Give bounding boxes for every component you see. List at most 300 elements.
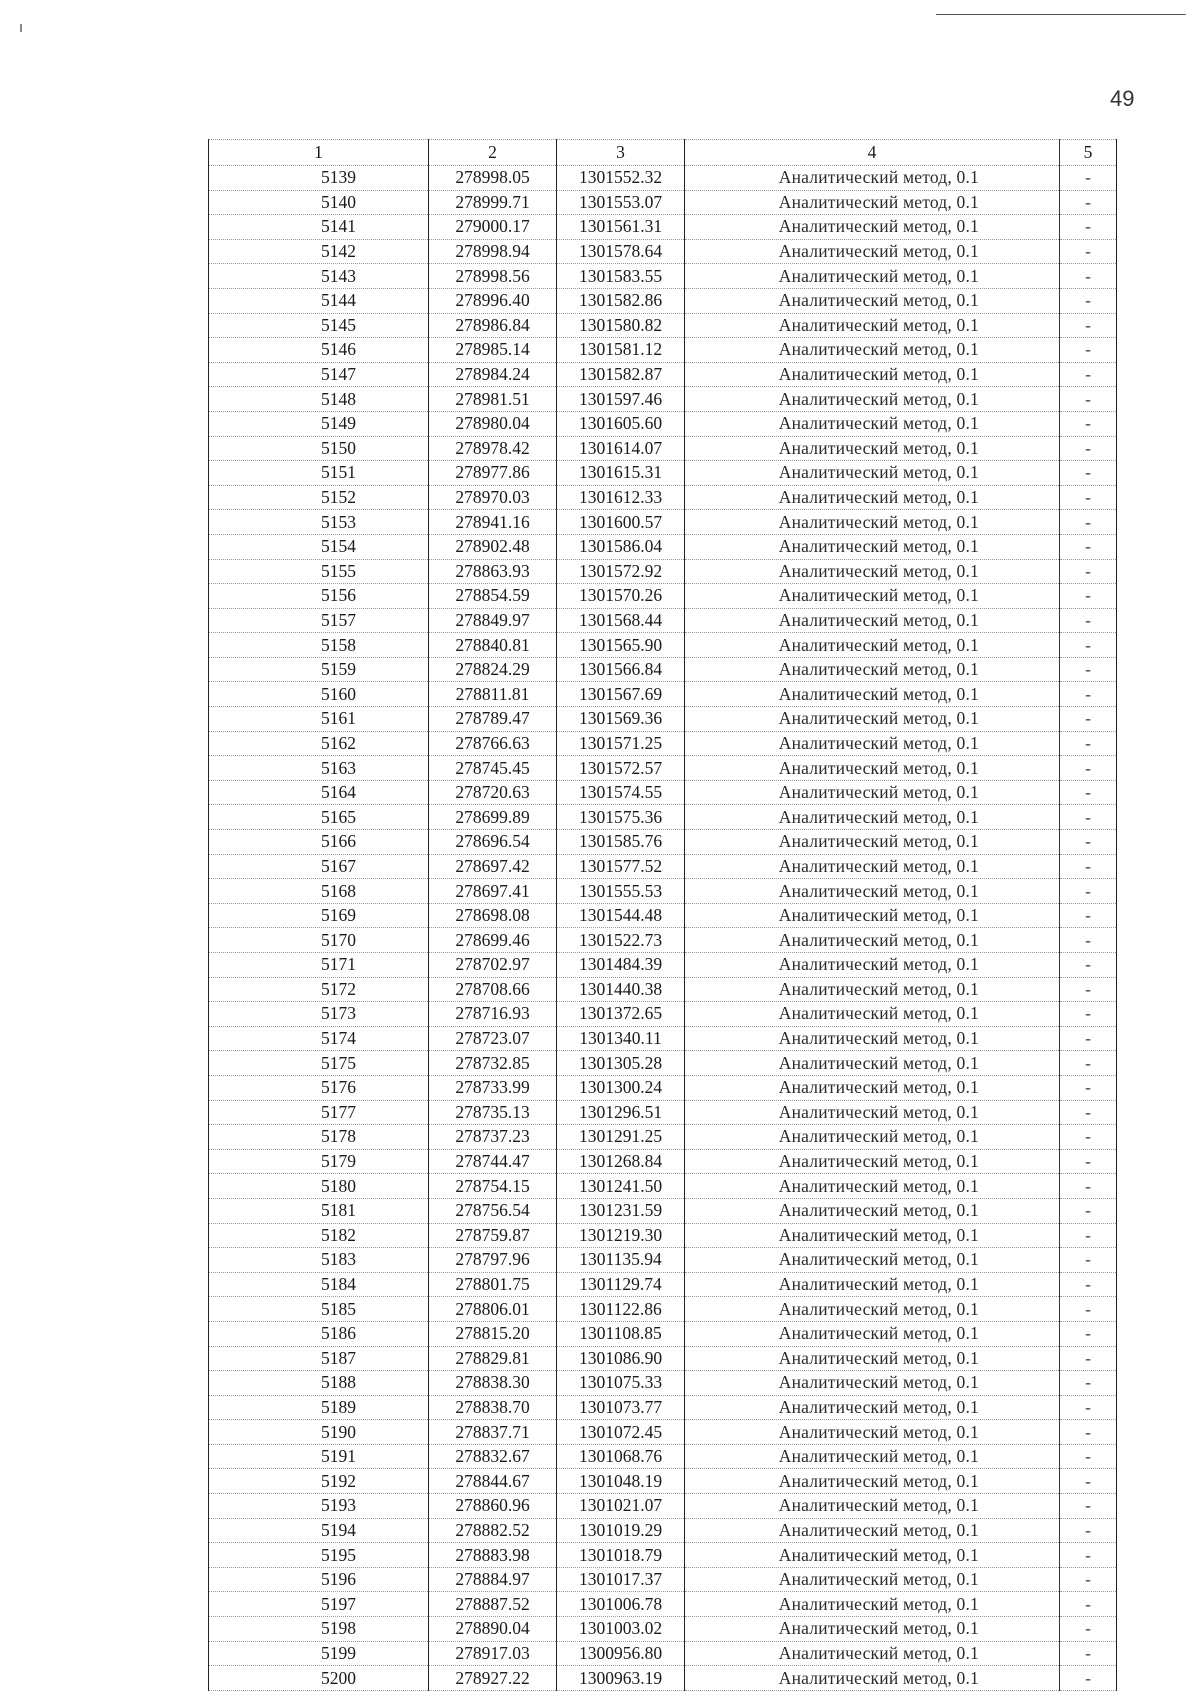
method-accuracy-cell: Аналитический метод, 0.1 [685, 657, 1060, 682]
x-coordinate-cell: 278849.97 [429, 608, 557, 633]
table-row [209, 731, 1117, 756]
y-coordinate-cell: 1301135.94 [557, 1248, 685, 1273]
note-cell: - [1060, 1002, 1117, 1027]
y-coordinate-cell: 1301582.86 [557, 288, 685, 313]
note-cell: - [1060, 338, 1117, 363]
note-cell: - [1060, 1641, 1117, 1666]
point-number-cell: 5155 [209, 559, 429, 584]
table-row [209, 1666, 1117, 1691]
point-number-cell: 5151 [209, 461, 429, 486]
method-accuracy-cell: Аналитический метод, 0.1 [685, 338, 1060, 363]
note-cell: - [1060, 1617, 1117, 1642]
method-accuracy-cell: Аналитический метод, 0.1 [685, 928, 1060, 953]
table-row [209, 1641, 1117, 1666]
note-cell: - [1060, 1174, 1117, 1199]
note-cell: - [1060, 1272, 1117, 1297]
x-coordinate-cell: 278702.97 [429, 953, 557, 978]
note-cell: - [1060, 1026, 1117, 1051]
table-row [209, 805, 1117, 830]
y-coordinate-cell: 1300956.80 [557, 1641, 685, 1666]
point-number-cell: 5186 [209, 1321, 429, 1346]
point-number-cell: 5140 [209, 190, 429, 215]
table-row [209, 264, 1117, 289]
y-coordinate-cell: 1301570.26 [557, 584, 685, 609]
table-row [209, 1617, 1117, 1642]
point-number-cell: 5198 [209, 1617, 429, 1642]
table-row [209, 1494, 1117, 1519]
table-row [209, 362, 1117, 387]
note-cell: - [1060, 903, 1117, 928]
point-number-cell: 5169 [209, 903, 429, 928]
coordinates-table [208, 139, 1117, 1691]
point-number-cell: 5174 [209, 1026, 429, 1051]
method-accuracy-cell: Аналитический метод, 0.1 [685, 1223, 1060, 1248]
method-accuracy-cell: Аналитический метод, 0.1 [685, 1248, 1060, 1273]
point-number-cell: 5146 [209, 338, 429, 363]
note-cell: - [1060, 313, 1117, 338]
note-cell: - [1060, 1567, 1117, 1592]
note-cell: - [1060, 1297, 1117, 1322]
note-cell: - [1060, 1371, 1117, 1396]
table-row [209, 239, 1117, 264]
x-coordinate-cell: 278699.46 [429, 928, 557, 953]
x-coordinate-cell: 278824.29 [429, 657, 557, 682]
note-cell: - [1060, 1494, 1117, 1519]
method-accuracy-cell: Аналитический метод, 0.1 [685, 756, 1060, 781]
method-accuracy-cell: Аналитический метод, 0.1 [685, 510, 1060, 535]
note-cell: - [1060, 657, 1117, 682]
table-row [209, 1420, 1117, 1445]
note-cell: - [1060, 215, 1117, 240]
table-row [209, 854, 1117, 879]
y-coordinate-cell: 1301440.38 [557, 977, 685, 1002]
note-cell: - [1060, 1420, 1117, 1445]
note-cell: - [1060, 411, 1117, 436]
note-cell: - [1060, 1051, 1117, 1076]
point-number-cell: 5180 [209, 1174, 429, 1199]
note-cell: - [1060, 1125, 1117, 1150]
note-cell: - [1060, 682, 1117, 707]
table-row [209, 1346, 1117, 1371]
x-coordinate-cell: 278998.94 [429, 239, 557, 264]
method-accuracy-cell: Аналитический метод, 0.1 [685, 1666, 1060, 1691]
note-cell: - [1060, 1100, 1117, 1125]
point-number-cell: 5171 [209, 953, 429, 978]
table-row [209, 411, 1117, 436]
x-coordinate-cell: 278699.89 [429, 805, 557, 830]
x-coordinate-cell: 278733.99 [429, 1075, 557, 1100]
y-coordinate-cell: 1301555.53 [557, 879, 685, 904]
point-number-cell: 5192 [209, 1469, 429, 1494]
point-number-cell: 5159 [209, 657, 429, 682]
method-accuracy-cell: Аналитический метод, 0.1 [685, 1272, 1060, 1297]
table-row [209, 387, 1117, 412]
method-accuracy-cell: Аналитический метод, 0.1 [685, 584, 1060, 609]
method-accuracy-cell: Аналитический метод, 0.1 [685, 608, 1060, 633]
point-number-cell: 5197 [209, 1592, 429, 1617]
y-coordinate-cell: 1301572.57 [557, 756, 685, 781]
y-coordinate-cell: 1301566.84 [557, 657, 685, 682]
y-coordinate-cell: 1301484.39 [557, 953, 685, 978]
header-row [209, 140, 1117, 166]
y-coordinate-cell: 1301068.76 [557, 1444, 685, 1469]
point-number-cell: 5143 [209, 264, 429, 289]
method-accuracy-cell: Аналитический метод, 0.1 [685, 854, 1060, 879]
note-cell: - [1060, 731, 1117, 756]
point-number-cell: 5149 [209, 411, 429, 436]
header-cell-4: 4 [685, 140, 1060, 166]
x-coordinate-cell: 278999.71 [429, 190, 557, 215]
point-number-cell: 5191 [209, 1444, 429, 1469]
table-row [209, 534, 1117, 559]
point-number-cell: 5189 [209, 1395, 429, 1420]
note-cell: - [1060, 1395, 1117, 1420]
point-number-cell: 5153 [209, 510, 429, 535]
table-row [209, 977, 1117, 1002]
method-accuracy-cell: Аналитический метод, 0.1 [685, 1494, 1060, 1519]
table-row [209, 657, 1117, 682]
table-row [209, 830, 1117, 855]
method-accuracy-cell: Аналитический метод, 0.1 [685, 879, 1060, 904]
note-cell: - [1060, 608, 1117, 633]
point-number-cell: 5145 [209, 313, 429, 338]
point-number-cell: 5194 [209, 1518, 429, 1543]
note-cell: - [1060, 1592, 1117, 1617]
method-accuracy-cell: Аналитический метод, 0.1 [685, 436, 1060, 461]
point-number-cell: 5187 [209, 1346, 429, 1371]
table-row [209, 584, 1117, 609]
x-coordinate-cell: 278984.24 [429, 362, 557, 387]
table-row [209, 461, 1117, 486]
point-number-cell: 5181 [209, 1198, 429, 1223]
table-row [209, 1444, 1117, 1469]
x-coordinate-cell: 278789.47 [429, 707, 557, 732]
y-coordinate-cell: 1301075.33 [557, 1371, 685, 1396]
point-number-cell: 5167 [209, 854, 429, 879]
x-coordinate-cell: 278723.07 [429, 1026, 557, 1051]
method-accuracy-cell: Аналитический метод, 0.1 [685, 1321, 1060, 1346]
point-number-cell: 5168 [209, 879, 429, 904]
point-number-cell: 5183 [209, 1248, 429, 1273]
table-row [209, 559, 1117, 584]
table-row [209, 1371, 1117, 1396]
x-coordinate-cell: 278996.40 [429, 288, 557, 313]
y-coordinate-cell: 1301219.30 [557, 1223, 685, 1248]
table-row [209, 1248, 1117, 1273]
y-coordinate-cell: 1301568.44 [557, 608, 685, 633]
method-accuracy-cell: Аналитический метод, 0.1 [685, 461, 1060, 486]
x-coordinate-cell: 278832.67 [429, 1444, 557, 1469]
note-cell: - [1060, 559, 1117, 584]
note-cell: - [1060, 510, 1117, 535]
table-row [209, 338, 1117, 363]
method-accuracy-cell: Аналитический метод, 0.1 [685, 239, 1060, 264]
table-row [209, 756, 1117, 781]
note-cell: - [1060, 707, 1117, 732]
point-number-cell: 5185 [209, 1297, 429, 1322]
note-cell: - [1060, 780, 1117, 805]
y-coordinate-cell: 1301305.28 [557, 1051, 685, 1076]
x-coordinate-cell: 278882.52 [429, 1518, 557, 1543]
note-cell: - [1060, 288, 1117, 313]
table-row [209, 953, 1117, 978]
table-row [209, 780, 1117, 805]
point-number-cell: 5175 [209, 1051, 429, 1076]
y-coordinate-cell: 1301006.78 [557, 1592, 685, 1617]
y-coordinate-cell: 1301021.07 [557, 1494, 685, 1519]
y-coordinate-cell: 1301565.90 [557, 633, 685, 658]
table-row [209, 1002, 1117, 1027]
y-coordinate-cell: 1301567.69 [557, 682, 685, 707]
x-coordinate-cell: 278811.81 [429, 682, 557, 707]
method-accuracy-cell: Аналитический метод, 0.1 [685, 1543, 1060, 1568]
header-cell-2: 2 [429, 140, 557, 166]
note-cell: - [1060, 1444, 1117, 1469]
method-accuracy-cell: Аналитический метод, 0.1 [685, 780, 1060, 805]
note-cell: - [1060, 1198, 1117, 1223]
note-cell: - [1060, 190, 1117, 215]
method-accuracy-cell: Аналитический метод, 0.1 [685, 264, 1060, 289]
table-row [209, 903, 1117, 928]
x-coordinate-cell: 278697.41 [429, 879, 557, 904]
y-coordinate-cell: 1301241.50 [557, 1174, 685, 1199]
x-coordinate-cell: 278744.47 [429, 1149, 557, 1174]
table-body [209, 166, 1117, 1691]
x-coordinate-cell: 278844.67 [429, 1469, 557, 1494]
x-coordinate-cell: 278980.04 [429, 411, 557, 436]
y-coordinate-cell: 1301572.92 [557, 559, 685, 584]
note-cell: - [1060, 461, 1117, 486]
table-row [209, 190, 1117, 215]
x-coordinate-cell: 278883.98 [429, 1543, 557, 1568]
note-cell: - [1060, 1666, 1117, 1691]
table-row [209, 633, 1117, 658]
method-accuracy-cell: Аналитический метод, 0.1 [685, 1026, 1060, 1051]
note-cell: - [1060, 239, 1117, 264]
method-accuracy-cell: Аналитический метод, 0.1 [685, 805, 1060, 830]
x-coordinate-cell: 278797.96 [429, 1248, 557, 1273]
x-coordinate-cell: 278806.01 [429, 1297, 557, 1322]
y-coordinate-cell: 1301597.46 [557, 387, 685, 412]
top-rule [936, 14, 1186, 15]
table-row [209, 288, 1117, 313]
y-coordinate-cell: 1301018.79 [557, 1543, 685, 1568]
header-cell-3: 3 [557, 140, 685, 166]
note-cell: - [1060, 1346, 1117, 1371]
y-coordinate-cell: 1301553.07 [557, 190, 685, 215]
x-coordinate-cell: 278998.05 [429, 166, 557, 191]
y-coordinate-cell: 1301048.19 [557, 1469, 685, 1494]
table-row [209, 928, 1117, 953]
table-row [209, 1026, 1117, 1051]
method-accuracy-cell: Аналитический метод, 0.1 [685, 559, 1060, 584]
y-coordinate-cell: 1301268.84 [557, 1149, 685, 1174]
method-accuracy-cell: Аналитический метод, 0.1 [685, 731, 1060, 756]
y-coordinate-cell: 1301291.25 [557, 1125, 685, 1150]
x-coordinate-cell: 278890.04 [429, 1617, 557, 1642]
note-cell: - [1060, 166, 1117, 191]
method-accuracy-cell: Аналитический метод, 0.1 [685, 633, 1060, 658]
method-accuracy-cell: Аналитический метод, 0.1 [685, 534, 1060, 559]
x-coordinate-cell: 278698.08 [429, 903, 557, 928]
point-number-cell: 5172 [209, 977, 429, 1002]
point-number-cell: 5164 [209, 780, 429, 805]
x-coordinate-cell: 278840.81 [429, 633, 557, 658]
x-coordinate-cell: 278927.22 [429, 1666, 557, 1691]
x-coordinate-cell: 278981.51 [429, 387, 557, 412]
y-coordinate-cell: 1301340.11 [557, 1026, 685, 1051]
method-accuracy-cell: Аналитический метод, 0.1 [685, 1444, 1060, 1469]
method-accuracy-cell: Аналитический метод, 0.1 [685, 190, 1060, 215]
table-row [209, 1125, 1117, 1150]
point-number-cell: 5162 [209, 731, 429, 756]
table-row [209, 1198, 1117, 1223]
y-coordinate-cell: 1301108.85 [557, 1321, 685, 1346]
method-accuracy-cell: Аналитический метод, 0.1 [685, 1051, 1060, 1076]
method-accuracy-cell: Аналитический метод, 0.1 [685, 313, 1060, 338]
y-coordinate-cell: 1301122.86 [557, 1297, 685, 1322]
method-accuracy-cell: Аналитический метод, 0.1 [685, 1198, 1060, 1223]
point-number-cell: 5177 [209, 1100, 429, 1125]
x-coordinate-cell: 278917.03 [429, 1641, 557, 1666]
table-row [209, 879, 1117, 904]
header-cell-5: 5 [1060, 140, 1117, 166]
y-coordinate-cell: 1300963.19 [557, 1666, 685, 1691]
x-coordinate-cell: 278854.59 [429, 584, 557, 609]
x-coordinate-cell: 278716.93 [429, 1002, 557, 1027]
table-row [209, 608, 1117, 633]
y-coordinate-cell: 1301600.57 [557, 510, 685, 535]
method-accuracy-cell: Аналитический метод, 0.1 [685, 1346, 1060, 1371]
note-cell: - [1060, 1223, 1117, 1248]
note-cell: - [1060, 756, 1117, 781]
table-row [209, 682, 1117, 707]
note-cell: - [1060, 633, 1117, 658]
method-accuracy-cell: Аналитический метод, 0.1 [685, 1100, 1060, 1125]
method-accuracy-cell: Аналитический метод, 0.1 [685, 215, 1060, 240]
y-coordinate-cell: 1301615.31 [557, 461, 685, 486]
x-coordinate-cell: 278985.14 [429, 338, 557, 363]
x-coordinate-cell: 278708.66 [429, 977, 557, 1002]
y-coordinate-cell: 1301019.29 [557, 1518, 685, 1543]
y-coordinate-cell: 1301569.36 [557, 707, 685, 732]
note-cell: - [1060, 362, 1117, 387]
x-coordinate-cell: 278732.85 [429, 1051, 557, 1076]
point-number-cell: 5158 [209, 633, 429, 658]
point-number-cell: 5161 [209, 707, 429, 732]
x-coordinate-cell: 278697.42 [429, 854, 557, 879]
table-row [209, 707, 1117, 732]
method-accuracy-cell: Аналитический метод, 0.1 [685, 1617, 1060, 1642]
y-coordinate-cell: 1301544.48 [557, 903, 685, 928]
y-coordinate-cell: 1301582.87 [557, 362, 685, 387]
y-coordinate-cell: 1301585.76 [557, 830, 685, 855]
method-accuracy-cell: Аналитический метод, 0.1 [685, 830, 1060, 855]
point-number-cell: 5148 [209, 387, 429, 412]
method-accuracy-cell: Аналитический метод, 0.1 [685, 1518, 1060, 1543]
point-number-cell: 5173 [209, 1002, 429, 1027]
x-coordinate-cell: 278884.97 [429, 1567, 557, 1592]
method-accuracy-cell: Аналитический метод, 0.1 [685, 1002, 1060, 1027]
method-accuracy-cell: Аналитический метод, 0.1 [685, 977, 1060, 1002]
y-coordinate-cell: 1301086.90 [557, 1346, 685, 1371]
note-cell: - [1060, 953, 1117, 978]
method-accuracy-cell: Аналитический метод, 0.1 [685, 1149, 1060, 1174]
y-coordinate-cell: 1301296.51 [557, 1100, 685, 1125]
method-accuracy-cell: Аналитический метод, 0.1 [685, 1297, 1060, 1322]
note-cell: - [1060, 1149, 1117, 1174]
table-row [209, 313, 1117, 338]
y-coordinate-cell: 1301522.73 [557, 928, 685, 953]
table-row [209, 1297, 1117, 1322]
x-coordinate-cell: 278720.63 [429, 780, 557, 805]
point-number-cell: 5160 [209, 682, 429, 707]
y-coordinate-cell: 1301571.25 [557, 731, 685, 756]
y-coordinate-cell: 1301561.31 [557, 215, 685, 240]
x-coordinate-cell: 278737.23 [429, 1125, 557, 1150]
page-number: 49 [1110, 86, 1135, 111]
point-number-cell: 5170 [209, 928, 429, 953]
note-cell: - [1060, 436, 1117, 461]
x-coordinate-cell: 278978.42 [429, 436, 557, 461]
note-cell: - [1060, 584, 1117, 609]
method-accuracy-cell: Аналитический метод, 0.1 [685, 1371, 1060, 1396]
note-cell: - [1060, 485, 1117, 510]
method-accuracy-cell: Аналитический метод, 0.1 [685, 1641, 1060, 1666]
y-coordinate-cell: 1301605.60 [557, 411, 685, 436]
point-number-cell: 5199 [209, 1641, 429, 1666]
table-row [209, 1075, 1117, 1100]
point-number-cell: 5139 [209, 166, 429, 191]
x-coordinate-cell: 278815.20 [429, 1321, 557, 1346]
y-coordinate-cell: 1301017.37 [557, 1567, 685, 1592]
table-row [209, 1149, 1117, 1174]
point-number-cell: 5178 [209, 1125, 429, 1150]
y-coordinate-cell: 1301577.52 [557, 854, 685, 879]
y-coordinate-cell: 1301072.45 [557, 1420, 685, 1445]
table-row [209, 1567, 1117, 1592]
x-coordinate-cell: 278941.16 [429, 510, 557, 535]
point-number-cell: 5141 [209, 215, 429, 240]
point-number-cell: 5166 [209, 830, 429, 855]
method-accuracy-cell: Аналитический метод, 0.1 [685, 1469, 1060, 1494]
method-accuracy-cell: Аналитический метод, 0.1 [685, 1592, 1060, 1617]
y-coordinate-cell: 1301581.12 [557, 338, 685, 363]
note-cell: - [1060, 830, 1117, 855]
x-coordinate-cell: 278801.75 [429, 1272, 557, 1297]
method-accuracy-cell: Аналитический метод, 0.1 [685, 387, 1060, 412]
point-number-cell: 5147 [209, 362, 429, 387]
point-number-cell: 5196 [209, 1567, 429, 1592]
x-coordinate-cell: 278735.13 [429, 1100, 557, 1125]
y-coordinate-cell: 1301552.32 [557, 166, 685, 191]
x-coordinate-cell: 278986.84 [429, 313, 557, 338]
note-cell: - [1060, 854, 1117, 879]
x-coordinate-cell: 278998.56 [429, 264, 557, 289]
method-accuracy-cell: Аналитический метод, 0.1 [685, 485, 1060, 510]
table-row [209, 1395, 1117, 1420]
x-coordinate-cell: 278745.45 [429, 756, 557, 781]
table-header [209, 140, 1117, 166]
y-coordinate-cell: 1301003.02 [557, 1617, 685, 1642]
table-row [209, 1592, 1117, 1617]
table-row [209, 166, 1117, 191]
x-coordinate-cell: 278838.70 [429, 1395, 557, 1420]
method-accuracy-cell: Аналитический метод, 0.1 [685, 288, 1060, 313]
table-row [209, 1174, 1117, 1199]
point-number-cell: 5165 [209, 805, 429, 830]
x-coordinate-cell: 278860.96 [429, 1494, 557, 1519]
